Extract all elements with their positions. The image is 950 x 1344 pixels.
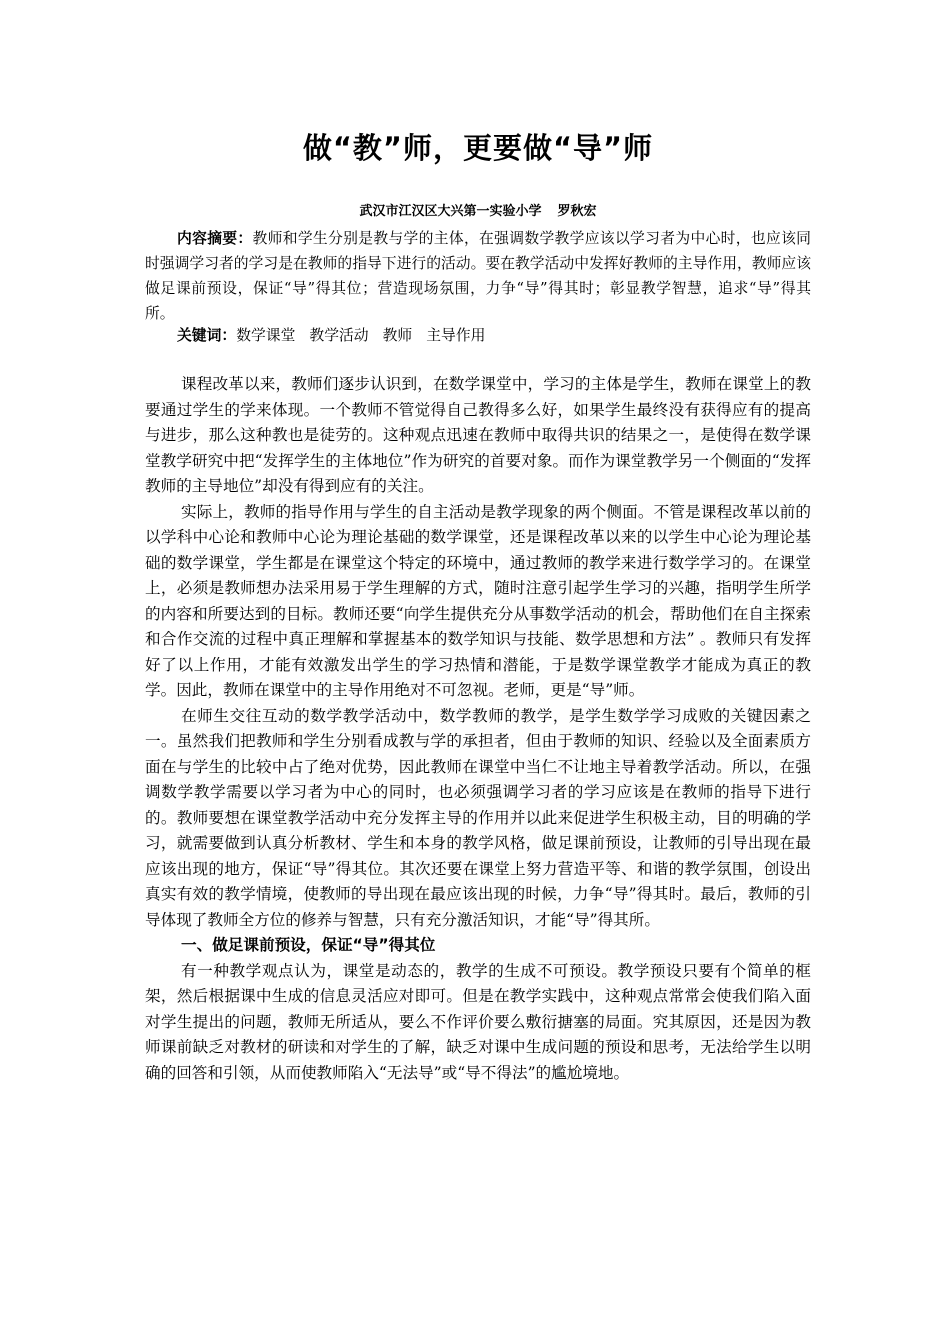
document-title: 做“教”师，更要做“导”师 xyxy=(302,131,654,165)
keyword: 主导作用 xyxy=(426,327,486,344)
abstract xyxy=(145,226,811,326)
keyword: 教学活动 xyxy=(309,327,369,344)
article-body xyxy=(145,372,811,1086)
author-line xyxy=(145,202,811,222)
keyword: 教师 xyxy=(382,327,413,344)
abstract-text: 教师和学生分别是教与学的主体，在强调数学教学应该以学习者为中心时，也应该同时强调学习者的学习是在教师的指导下进行的活动。要在教学活动中发挥好教师的主导作用，教师应该做足课前预设，保证“导”得其位；营造现场氛围，力争“导”得其时；彰显教学智慧，追求“导”得其所。 xyxy=(145,230,811,322)
keywords xyxy=(145,323,811,348)
section-heading: 一、做足课前预设，保证“导”得其位 xyxy=(181,936,436,954)
body-paragraph: 在师生交往互动的数学教学活动中，数学教师的教学，是学生数学学习成败的关键因素之一。虽然我们把教师和学生分别看成教与学的承担者，但由于教师的知识、经验以及全面素质方面在与学生的比较中占了绝对优势，因此教师在课堂中当仁不让地主导着教学活动。所以，在强调数学教学需要以学习者为中心的同时，也必须强调学习者的学习应该是在教师的指导下进行的。教师要想在课堂教学活动中充分发挥主导的作用并以此来促进学生积极主动，目的明确的学习，就需要做到认真分析教材、学生和本身的教学风格，做足课前预设，让教师的引导出现在最应该出现的地方，保证“导”得其位。其次还要在课堂上努力营造平等、和谐的教学氛围，创设出真实有效的教学情境，使教师的导出现在最应该出现的时候，力争“导”得其时。最后，教师的引导体现了教师全方位的修养与智慧，只有充分激活知识，才能“导”得其所。 xyxy=(145,706,811,929)
author-school: 武汉市江汉区大兴第一实验小学 xyxy=(359,204,542,219)
keyword: 数学课堂 xyxy=(236,327,296,344)
body-paragraph: 有一种教学观点认为，课堂是动态的，教学的生成不可预设。教学预设只要有个简单的框架，然后根据课中生成的信息灵活应对即可。但是在教学实践中，这种观点常常会使我们陷入面对学生提出的问题，教师无所适从，要么不作评价要么敷衍搪塞的局面。究其原因，还是因为教师课前缺乏对教材的研读和对学生的了解，缺乏对课中生成问题的预设和思考，无法给学生以明确的回答和引领，从而使教师陷入“无法导”或“导不得法”的尴尬境地。 xyxy=(145,961,811,1082)
abstract-label: 内容摘要： xyxy=(177,230,253,247)
keywords-label: 关键词： xyxy=(177,327,237,344)
author-name: 罗秋宏 xyxy=(557,204,597,219)
body-paragraph: 课程改革以来，教师们逐步认识到，在数学课堂中，学习的主体是学生，教师在课堂上的教要通过学生的学来体现。一个教师不管觉得自己教得多么好，如果学生最终没有获得应有的提高与进步，那么这种教也是徒劳的。这种观点迅速在教师中取得共识的结果之一，是使得在数学课堂教学研究中把“发挥学生的主体地位”作为研究的首要对象。而作为课堂教学另一个侧面的“发挥教师的主导地位”却没有得到应有的关注。 xyxy=(145,375,811,495)
body-paragraph: 实际上，教师的指导作用与学生的自主活动是教学现象的两个侧面。不管是课程改革以前的以学科中心论和教师中心论为理论基础的数学课堂，还是课程改革以来的以学生中心论为理论基础的数学课堂，学生都是在课堂这个特定的环境中，通过教师的教学来进行数学学习的。在课堂上，必须是教师想办法采用易于学生理解的方式，随时注意引起学生学习的兴趣，指明学生所学的内容和所要达到的目标。教师还要“向学生提供充分从事数学活动的机会，帮助他们在自主探索和合作交流的过程中真正理解和掌握基本的数学知识与技能、数学思想和方法” 。教师只有发挥好了以上作用，才能有效激发出学生的学习热情和潜能，于是数学课堂教学才能成为真正的教学。因此，教师在课堂中的主导作用绝对不可忽视。老师，更是“导”师。 xyxy=(145,502,811,699)
